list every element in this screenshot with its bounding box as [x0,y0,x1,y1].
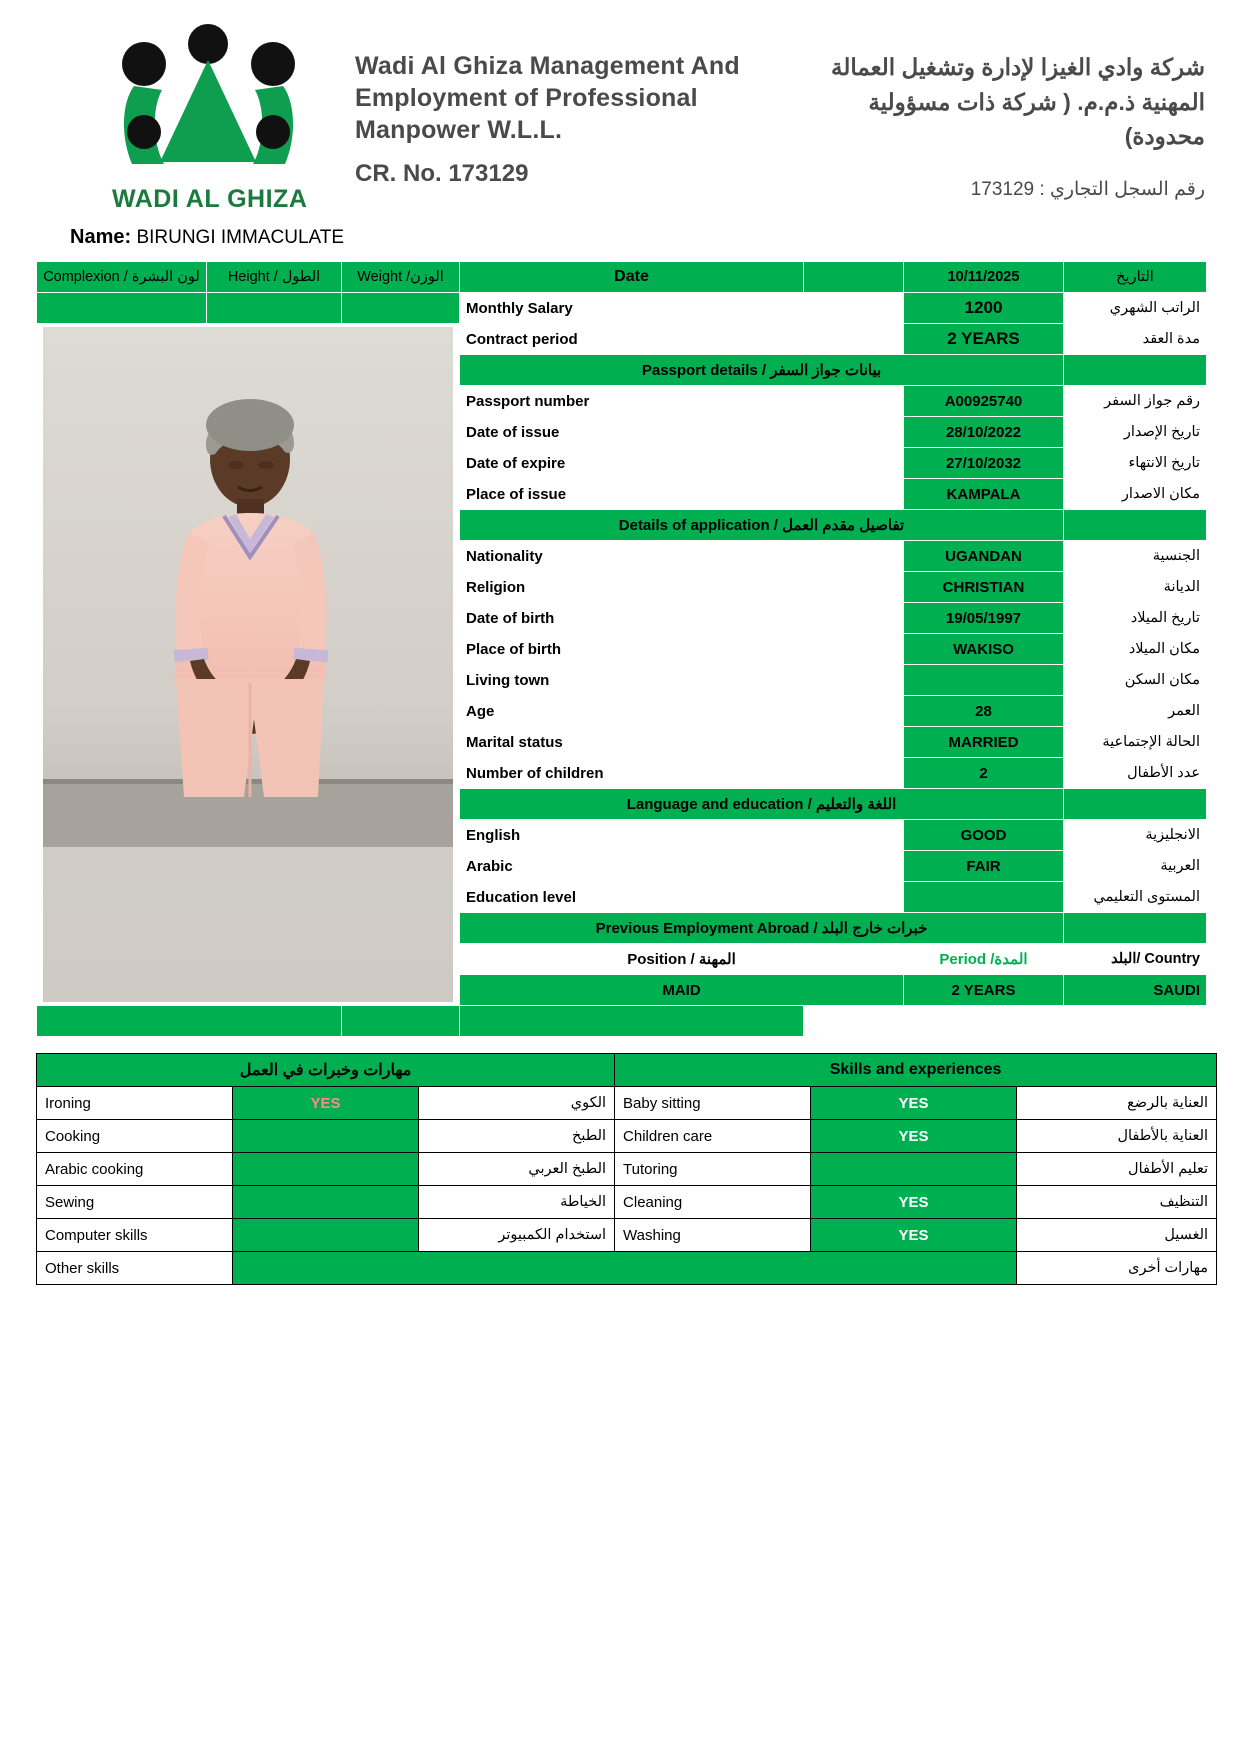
weight-header: Weight /الوزن [342,262,460,293]
applicant-name-value: BIRUNGI IMMACULATE [136,227,345,248]
table-row [37,1087,1217,1120]
date-of-issue-spacer [804,417,904,448]
arabic-spacer [804,851,904,882]
date-of-expire-spacer [804,448,904,479]
date-of-birth-label: Date of birth [460,603,804,634]
table-row [37,293,1207,324]
living-town-spacer [804,665,904,696]
english-spacer [804,820,904,851]
previous-position-header: Position / المهنة [460,944,904,975]
skill-ironing-value: YES [233,1087,419,1120]
previous-period-value: 2 YEARS [904,975,1064,1006]
date-of-issue-label: Date of issue [460,417,804,448]
skill-other-arabic: مهارات أخرى [1017,1252,1217,1285]
skills-title-english: Skills and experiences [615,1054,1217,1087]
section-passport-details: Passport details / بيانات جواز السفر [460,355,1064,386]
passport-number-spacer [804,386,904,417]
previous-country-value: SAUDI [1064,975,1207,1006]
table-row [37,1120,1217,1153]
nationality-value: UGANDAN [904,541,1064,572]
skills-title-arabic: مهارات وخبرات في العمل [37,1054,615,1087]
company-logo [110,18,325,214]
applicant-details-table [36,261,1207,1037]
date-of-birth-arabic: تاريخ الميلاد [1064,603,1207,634]
table-row [37,1153,1217,1186]
skill-computer-arabic: استخدام الكمبيوتر [419,1219,615,1252]
nationality-label: Nationality [460,541,804,572]
section-language-and-education: Language and education / اللغة والتعليم [460,789,1064,820]
section-details-of-application: Details of application / تفاصيل مقدم العمل [460,510,1064,541]
date-of-issue-value: 28/10/2022 [904,417,1064,448]
arabic-value: FAIR [904,851,1064,882]
skill-ironing-label: Ironing [37,1087,233,1120]
monthly-salary-spacer [804,293,904,324]
applicant-photo-cell [37,324,460,1006]
age-label: Age [460,696,804,727]
religion-arabic: الديانة [1064,572,1207,603]
skill-ironing-arabic: الكوي [419,1087,615,1120]
skill-computer-label: Computer skills [37,1219,233,1252]
age-spacer [804,696,904,727]
previous-position-empty [37,1006,342,1037]
date-of-birth-value: 19/05/1997 [904,603,1064,634]
applicant-name-label: Name [70,226,125,248]
skill-cooking-value [233,1120,419,1153]
table-row [37,1252,1217,1285]
passport-number-arabic: رقم جواز السفر [1064,386,1207,417]
skill-computer-value [233,1219,419,1252]
section-previous-employment: Previous Employment Abroad / خبرات خارج البلد [460,913,1064,944]
section-language-spacer [1064,789,1207,820]
skill-tutoring-value [811,1153,1017,1186]
skills-table-wrap [36,1053,1209,1285]
monthly-salary-arabic: الراتب الشهري [1064,293,1207,324]
passport-number-value: A00925740 [904,386,1064,417]
skill-arabic-cooking-value [233,1153,419,1186]
company-name-arabic [775,18,1205,201]
skill-baby-sitting-arabic: العناية بالرضع [1017,1087,1217,1120]
place-of-issue-value: KAMPALA [904,479,1064,510]
cr-number-arabic: رقم السجل التجاري : 173129 [970,178,1205,200]
monthly-salary-value: 1200 [904,293,1064,324]
skill-cleaning-arabic: التنظيف [1017,1186,1217,1219]
marital-status-spacer [804,727,904,758]
skill-baby-sitting-label: Baby sitting [615,1087,811,1120]
skill-washing-arabic: الغسيل [1017,1219,1217,1252]
date-of-issue-arabic: تاريخ الإصدار [1064,417,1207,448]
wadi-al-ghiza-logo-icon [116,24,301,189]
company-name-line-3: Manpower W.L.L. [355,116,563,144]
skill-cleaning-label: Cleaning [615,1186,811,1219]
arabic-label: Arabic [460,851,804,882]
complexion-header: Complexion / لون البشرة [37,262,207,293]
age-value: 28 [904,696,1064,727]
applicant-name-separator: : [124,226,132,248]
cr-number-english: CR. No. 173129 [355,160,529,187]
company-name-line-1: Wadi Al Ghiza Management And [355,52,740,80]
passport-number-label: Passport number [460,386,804,417]
complexion-value [37,293,207,324]
date-value: 10/11/2025 [904,262,1064,293]
religion-value: CHRISTIAN [904,572,1064,603]
skill-cleaning-value: YES [811,1186,1017,1219]
number-of-children-arabic: عدد الأطفال [1064,758,1207,789]
weight-value [342,293,460,324]
number-of-children-label: Number of children [460,758,804,789]
place-of-issue-spacer [804,479,904,510]
skills-title-row [37,1054,1217,1087]
skill-tutoring-label: Tutoring [615,1153,811,1186]
skill-baby-sitting-value: YES [811,1087,1017,1120]
skill-children-care-value: YES [811,1120,1017,1153]
previous-country-header: Country /البلد [1064,944,1207,975]
marital-status-label: Marital status [460,727,804,758]
contract-period-value: 2 YEARS [904,324,1064,355]
skill-sewing-value [233,1186,419,1219]
date-of-expire-value: 27/10/2032 [904,448,1064,479]
number-of-children-spacer [804,758,904,789]
education-level-value [904,882,1064,913]
skill-cooking-arabic: الطبخ [419,1120,615,1153]
skill-children-care-label: Children care [615,1120,811,1153]
section-previous-spacer [1064,913,1207,944]
date-spacer [804,262,904,293]
table-row [37,1219,1217,1252]
table-row [37,262,1207,293]
nationality-spacer [804,541,904,572]
skill-sewing-label: Sewing [37,1186,233,1219]
company-name-ar-line-1: شركة وادي الغيزا لإدارة وتشغيل العمالة [831,54,1205,80]
height-value [207,293,342,324]
skill-washing-label: Washing [615,1219,811,1252]
date-of-expire-label: Date of expire [460,448,804,479]
previous-period-header: Period /المدة [904,944,1064,975]
number-of-children-value: 2 [904,758,1064,789]
date-of-expire-arabic: تاريخ الانتهاء [1064,448,1207,479]
table-row [37,1186,1217,1219]
section-passport-spacer [1064,355,1207,386]
nationality-arabic: الجنسية [1064,541,1207,572]
skill-other-label: Other skills [37,1252,233,1285]
contract-period-arabic: مدة العقد [1064,324,1207,355]
place-of-birth-label: Place of birth [460,634,804,665]
skill-washing-value: YES [811,1219,1017,1252]
age-arabic: العمر [1064,696,1207,727]
education-level-spacer [804,882,904,913]
living-town-value [904,665,1064,696]
place-of-birth-value: WAKISO [904,634,1064,665]
religion-spacer [804,572,904,603]
applicant-photo [43,327,453,1002]
place-of-issue-label: Place of issue [460,479,804,510]
company-name-ar-line-2: المهنية ذ.م.م. ( شركة ذات مسؤولية [868,88,1205,115]
skill-other-value [233,1252,1017,1285]
skill-cooking-label: Cooking [37,1120,233,1153]
english-label: English [460,820,804,851]
previous-period-empty [342,1006,460,1037]
monthly-salary-label: Monthly Salary [460,293,804,324]
previous-position-value: MAID [460,975,904,1006]
contract-period-label: Contract period [460,324,804,355]
english-value: GOOD [904,820,1064,851]
english-arabic: الانجليزية [1064,820,1207,851]
height-header: Height / الطول [207,262,342,293]
company-name-english [325,18,775,188]
date-of-birth-spacer [804,603,904,634]
skill-children-care-arabic: العناية بالأطفال [1017,1120,1217,1153]
document-header [0,0,1241,220]
applicant-name-row [0,220,1241,261]
education-level-label: Education level [460,882,804,913]
skills-table [36,1053,1217,1285]
living-town-arabic: مكان السكن [1064,665,1207,696]
place-of-birth-spacer [804,634,904,665]
section-application-spacer [1064,510,1207,541]
skill-tutoring-arabic: تعليم الأطفال [1017,1153,1217,1186]
company-name-ar-line-3: محدودة) [1124,123,1205,149]
contract-period-spacer [804,324,904,355]
skill-arabic-cooking-label: Arabic cooking [37,1153,233,1186]
skill-sewing-arabic: الخياطة [419,1186,615,1219]
education-level-arabic: المستوى التعليمي [1064,882,1207,913]
date-header: Date [460,262,804,293]
arabic-language-arabic: العربية [1064,851,1207,882]
company-name-line-2: Employment of Professional [355,84,698,112]
place-of-birth-arabic: مكان الميلاد [1064,634,1207,665]
marital-status-arabic: الحالة الإجتماعية [1064,727,1207,758]
skill-arabic-cooking-arabic: الطبخ العربي [419,1153,615,1186]
living-town-label: Living town [460,665,804,696]
marital-status-value: MARRIED [904,727,1064,758]
place-of-issue-arabic: مكان الاصدار [1064,479,1207,510]
applicant-details-table-wrap [36,261,1203,1037]
date-header-arabic: التاريخ [1064,262,1207,293]
religion-label: Religion [460,572,804,603]
table-row [37,1006,1207,1037]
previous-country-empty [460,1006,804,1037]
logo-wordmark: WADI AL GHIZA [112,185,308,213]
table-row [37,324,1207,355]
